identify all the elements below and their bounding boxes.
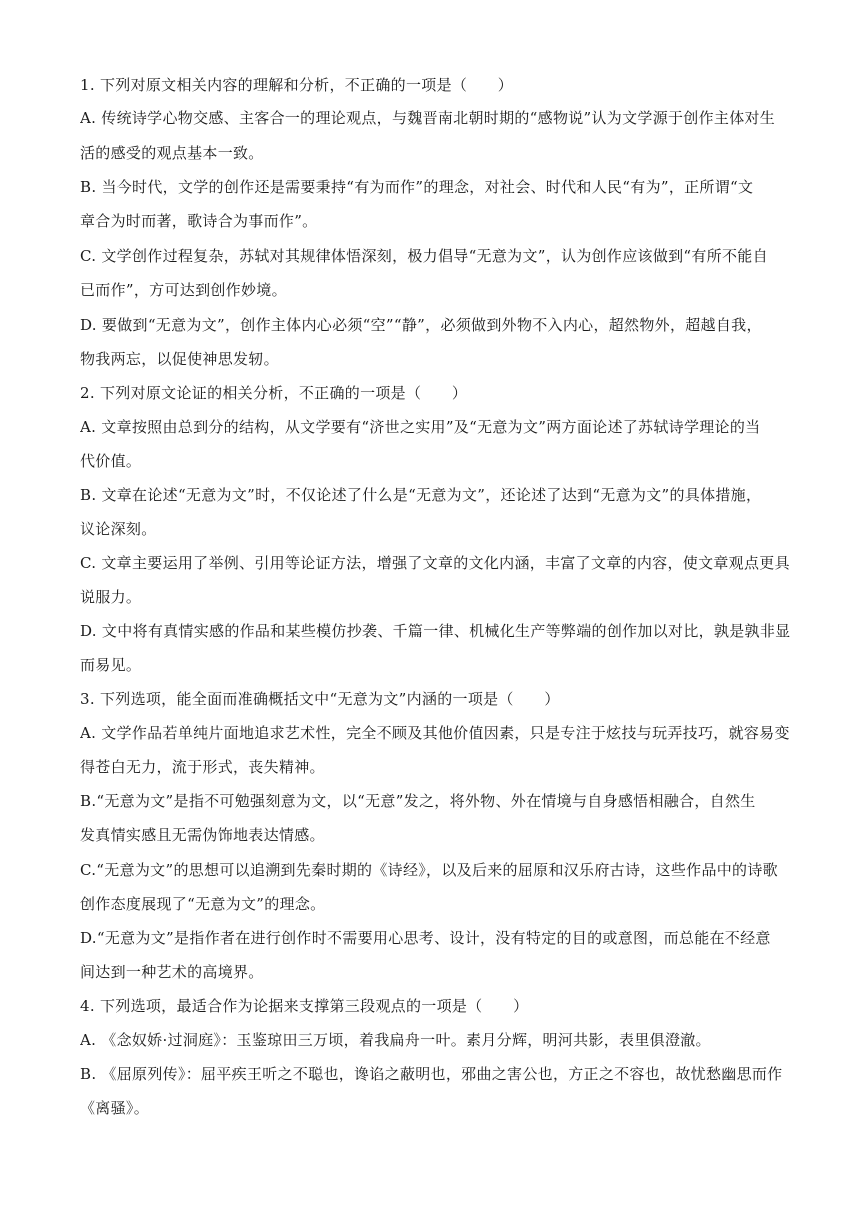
question-2-option-a: A. 文章按照由总到分的结构，从文学要有“济世之实用”及“无意为文”两方面论述了苏轼诗学理论的当 [80, 418, 761, 436]
question-2-option-c: C. 文章主要运用了举例、引用等论证方法，增强了文章的文化内涵，丰富了文章的内容，使文章观点更具 [80, 554, 790, 572]
question-1-option-c-cont: 已而作”，方可达到创作妙境。 [80, 281, 287, 299]
question-3-option-a-cont: 得苍白无力，流于形式，丧失精神。 [80, 758, 325, 776]
question-3-stem: 3. 下列选项，能全面而准确概括文中“无意为文”内涵的一项是（ ） [80, 690, 560, 708]
question-4-option-b-cont: 《离骚》。 [80, 1099, 150, 1117]
question-2-option-c-cont: 说服力。 [80, 588, 142, 606]
question-3-option-d: D.“无意为文”是指作者在进行创作时不需要用心思考、设计，没有特定的目的或意图，而总能在不经意 [80, 929, 771, 947]
question-1-option-d: D. 要做到“无意为文”，创作主体内心必须“空”“静”，必须做到外物不入内心，超然物外，超越自我， [80, 316, 762, 334]
question-1-option-a-cont: 活的感受的观点基本一致。 [80, 144, 264, 162]
question-1-stem: 1. 下列对原文相关内容的理解和分析，不正确的一项是（ ） [80, 76, 514, 94]
question-2-option-d: D. 文中将有真情实感的作品和某些模仿抄袭、千篇一律、机械化生产等弊端的创作加以对比，孰是孰非显 [80, 622, 791, 640]
question-2-option-a-cont: 代价值。 [80, 452, 142, 470]
question-1-option-c: C. 文学创作过程复杂，苏轼对其规律体悟深刻，极力倡导“无意为文”，认为创作应该做到“有所不能自 [80, 247, 768, 265]
question-2-option-b-cont: 议论深刻。 [80, 520, 157, 538]
question-3-option-b-cont: 发真情实感且无需伪饰地表达情感。 [80, 826, 325, 844]
question-1-option-a: A. 传统诗学心物交感、主客合一的理论观点，与魏晋南北朝时期的“感物说”认为文学源于创作主体对生 [80, 109, 776, 127]
question-2-option-d-cont: 而易见。 [80, 656, 142, 674]
question-3-option-b: B.“无意为文”是指不可勉强刻意为文，以“无意”发之，将外物、外在情境与自身感悟相融合，自然生 [80, 792, 756, 810]
question-2-stem: 2. 下列对原文论证的相关分析，不正确的一项是（ ） [80, 384, 468, 402]
question-3-option-c: C.“无意为文”的思想可以追溯到先秦时期的《诗经》，以及后来的屈原和汉乐府古诗，这些作品中的诗歌 [80, 861, 778, 879]
question-4-option-b: B. 《屈原列传》：屈平疾王听之不聪也，谗谄之蔽明也，邪曲之害公也，方正之不容也，故忧愁幽思而作 [80, 1065, 783, 1083]
question-3-option-c-cont: 创作态度展现了“无意为文”的理念。 [80, 895, 326, 913]
question-1-option-d-cont: 物我两忘，以促使神思发轫。 [80, 350, 279, 368]
question-4-stem: 4. 下列选项，最适合作为论据来支撑第三段观点的一项是（ ） [80, 997, 529, 1015]
question-1-option-b: B. 当今时代，文学的创作还是需要秉持“有为而作”的理念，对社会、时代和人民“有为”，正所谓“文 [80, 178, 754, 196]
question-3-option-a: A. 文学作品若单纯片面地追求艺术性，完全不顾及其他价值因素，只是专注于炫技与玩弄技巧，就容易变 [80, 724, 790, 742]
question-4-option-a: A. 《念奴娇·过洞庭》：玉鉴琼田三万顷，着我扁舟一叶。素月分辉，明河共影，表里俱澄澈。 [80, 1031, 711, 1049]
question-3-option-d-cont: 间达到一种艺术的高境界。 [80, 963, 264, 981]
question-2-option-b: B. 文章在论述“无意为文”时，不仅论述了什么是“无意为文”，还论述了达到“无意为文”的具体措施， [80, 486, 762, 504]
question-1-option-b-cont: 章合为时而著，歌诗合为事而作”。 [80, 212, 318, 230]
